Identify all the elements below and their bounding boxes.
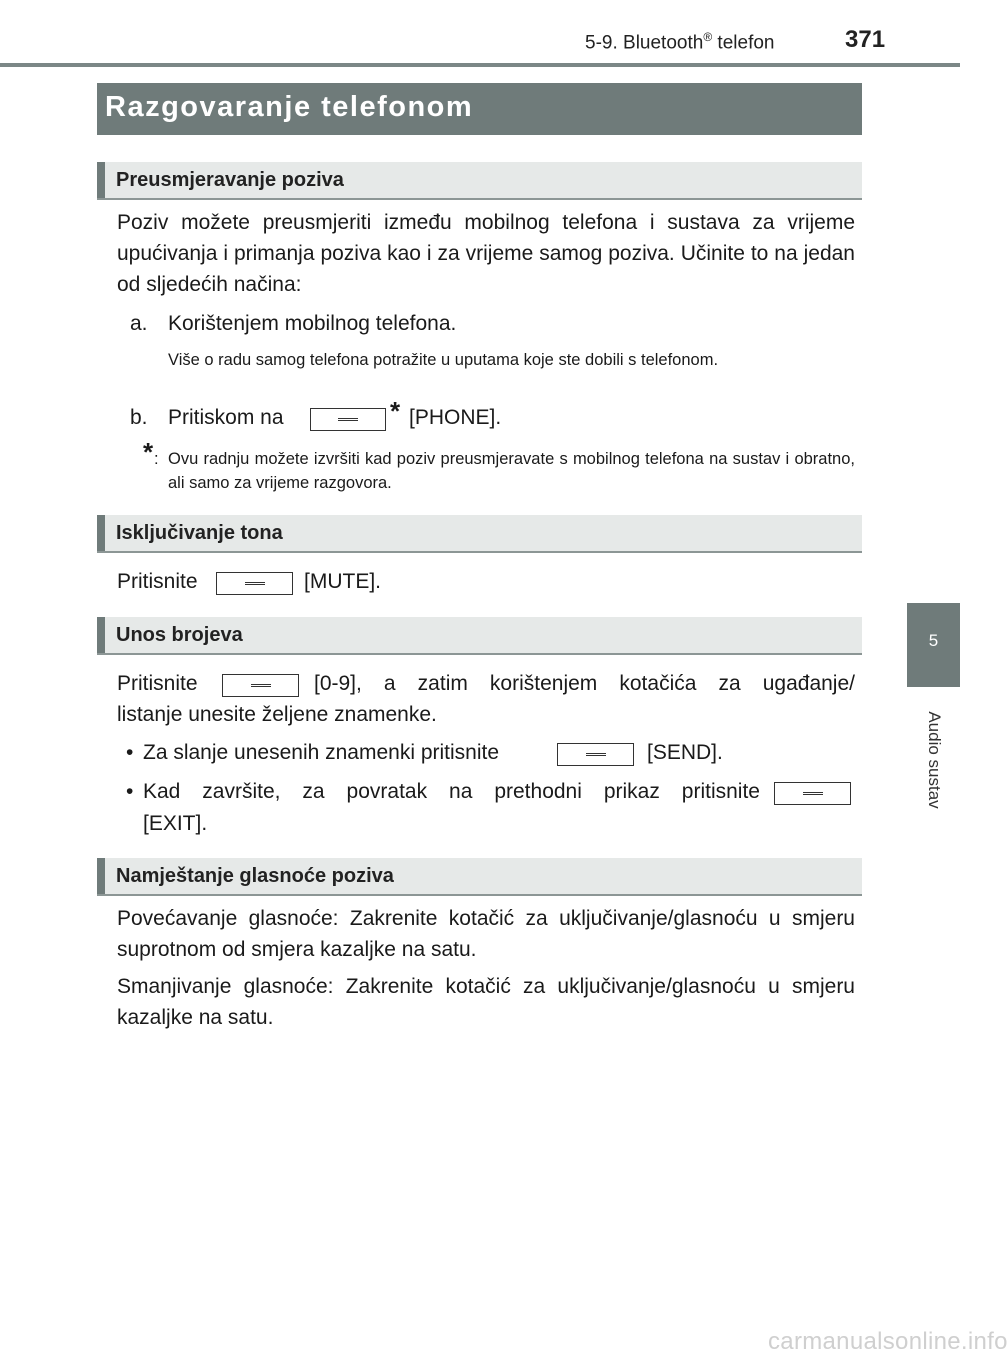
numbers-line1-suffix: [0-9], a zatim korištenjem kotačića za ugađanje/ [314,672,855,695]
subheading-accent [97,162,105,198]
subheading-text: Namještanje glasnoće poziva [116,865,394,887]
bullet-marker: • [126,741,134,764]
list-item-b-suffix: [PHONE]. [409,406,502,429]
send-suffix: [SEND]. [647,741,723,764]
steering-switch-icon [310,408,386,431]
transfer-intro: Poziv možete preusmjeriti između mobilnog telefona i sustava za vrijeme upućivanja i primanja poziva kao i za vrijeme samog poziva. Učinite to na jedan od sljedećih načina: [117,211,855,296]
footnote-star-marker: * [143,437,154,467]
bullet-marker: • [126,780,134,803]
numbers-line2: listanje unesite željene znamenke. [117,703,437,726]
exit-suffix: [EXIT]. [143,812,208,835]
send-switch-icon [557,743,634,766]
digits-switch-icon [222,674,299,697]
subheading-accent [97,515,105,551]
subheading-text: Unos brojeva [116,624,243,646]
numbers-prefix: Pritisnite [117,672,198,695]
exit-prefix: Kad završite, za povratak na prethodni prikaz pritisnite [143,780,760,803]
page-title: Razgovaranje telefonom [105,91,474,123]
subheading-accent [97,617,105,653]
list-item-a-note: Više o radu samog telefona potražite u uputama koje ste dobili s telefonom. [168,351,719,369]
section-title-bar [97,83,862,135]
chapter-title: 5-9. Bluetooth® telefon [585,30,775,54]
send-prefix: Za slanje unesenih znamenki pritisnite [143,741,500,764]
exit-switch-icon [774,782,851,805]
subheading-text: Isključivanje tona [116,522,283,544]
page-number: 371 [845,26,886,53]
subheading-volume [97,858,862,896]
subheading-numbers [97,617,862,655]
list-marker-b: b. [130,406,148,429]
subheading-mute [97,515,862,553]
mute-suffix: [MUTE]. [304,570,381,593]
header-divider [0,63,960,67]
subheading-text: Preusmjeravanje poziva [116,169,344,191]
chapter-tab-number: 5 [928,631,939,650]
list-item-a: Korištenjem mobilnog telefona. [168,312,457,335]
watermark: carmanualsonline.info [768,1328,1008,1355]
footnote-star: * [390,396,401,426]
list-marker-a: a. [130,312,148,335]
subheading-accent [97,858,105,894]
chapter-tab [907,603,960,687]
volume-increase: Povećavanje glasnoće: Zakrenite kotačić za uključivanje/glasnoću u smjeru suprotnom od smjera kazaljke na satu. [117,907,855,961]
list-item-b-text: Pritiskom na [168,406,284,429]
footnote-colon: : [154,450,159,468]
chapter-tab-label: Audio sustav [925,711,944,809]
mute-switch-icon [216,572,293,595]
volume-decrease: Smanjivanje glasnoće: Zakrenite kotačić za uključivanje/glasnoću u smjeru kazaljke na satu. [117,975,855,1029]
mute-prefix: Pritisnite [117,570,198,593]
footnote-text: Ovu radnju možete izvršiti kad poziv preusmjeravate s mobilnog telefona na sustav i obratno, ali samo za vrijeme razgovora. [168,450,855,492]
subheading-transfer [97,162,862,200]
